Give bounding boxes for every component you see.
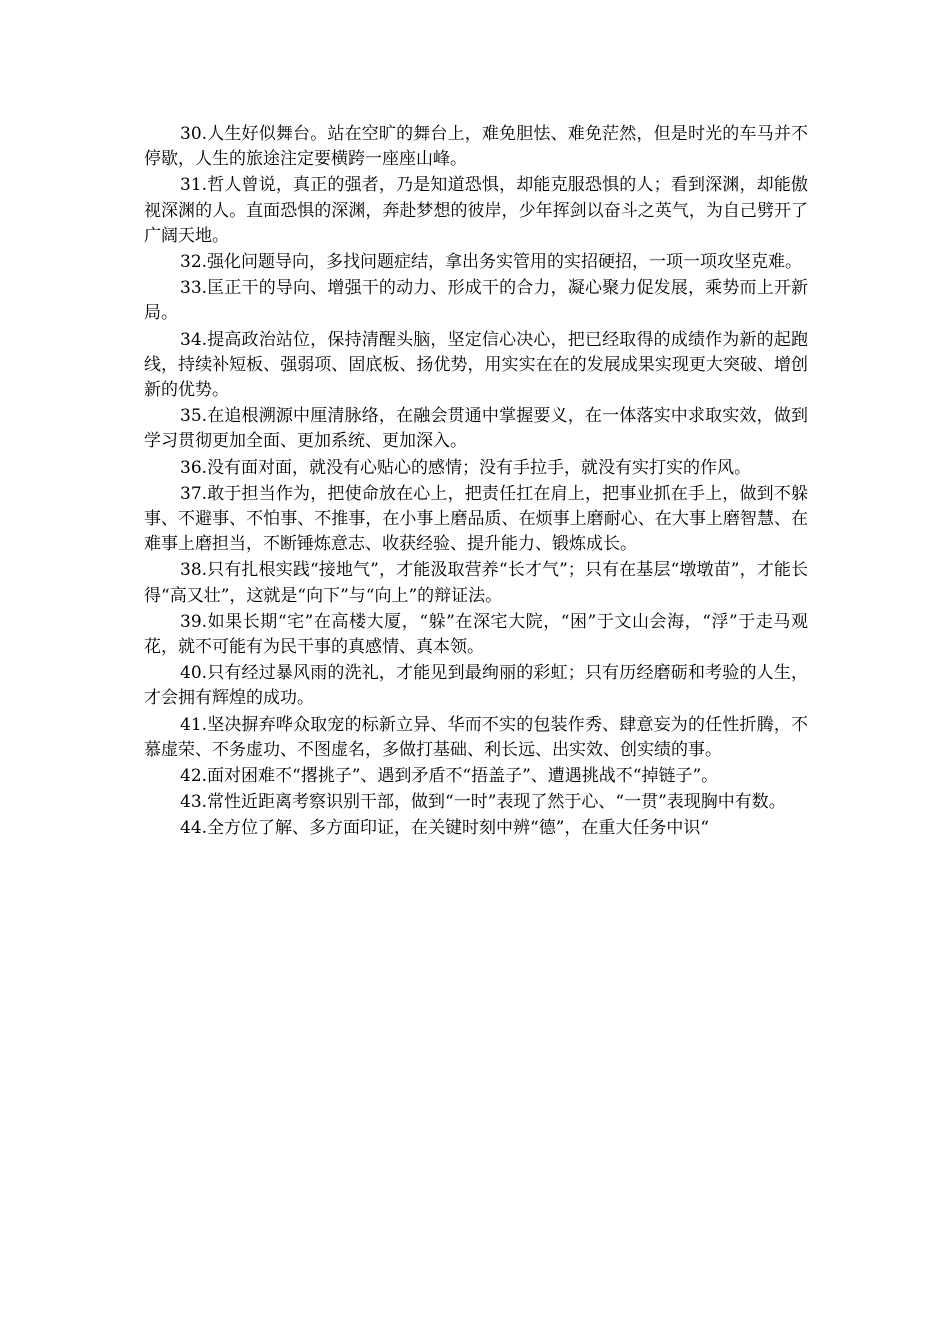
- paragraph-31: 31.哲人曾说，真正的强者，乃是知道恐惧，却能克服恐惧的人；看到深渊，却能傲视深渊的人。直面恐惧的深渊，奔赴梦想的彼岸，少年挥剑以奋斗之英气，为自己劈开了广阔天地。: [144, 175, 808, 246]
- paragraph-38: 38.只有扎根实践“接地气”，才能汲取营养“长才气”；只有在基层“墩墩苗”，才能长得“高又壮”，这就是“向下”与“向上”的辩证法。: [144, 560, 808, 606]
- paragraph-34: 34.提高政治站位，保持清醒头脑，坚定信心决心，把已经取得的成绩作为新的起跑线，持续补短板、强弱项、固底板、扬优势，用实实在在的发展成果实现更大突破、增创新的优势。: [144, 329, 808, 401]
- paragraph-44: 44.全方位了解、多方面印证，在关键时刻中辨“德”，在重大任务中识“: [180, 818, 710, 839]
- paragraph-36: 36.没有面对面，就没有心贴心的感情；没有手拉手，就没有实打实的作风。: [180, 457, 752, 478]
- paragraph-41: 41.坚决摒弃哗众取宠的标新立异、华而不实的包装作秀、肆意妄为的任性折腾，不慕虚荣、不务虚功、不图虚名，多做打基础、利长远、出实效、创实绩的事。: [144, 714, 808, 760]
- paragraph-43: 43.常性近距离考察识别干部，做到“一时”表现了然于心、“一贯”表现胸中有数。: [180, 792, 786, 813]
- paragraph-42: 42.面对困难不“撂挑子”、遇到矛盾不“捂盖子”、遭遇挑战不“掉链子”。: [180, 766, 719, 787]
- document-page: [144, 122, 808, 843]
- paragraph-30: 30.人生好似舞台。站在空旷的舞台上，难免胆怯、难免茫然，但是时光的车马并不停歇，人生的旅途注定要横跨一座座山峰。: [144, 124, 808, 170]
- paragraph-37: 37.敢于担当作为，把使命放在心上，把责任扛在肩上，把事业抓在手上，做到不躲事、不避事、不怕事、不推事，在小事上磨品质、在烦事上磨耐心、在大事上磨智慧、在难事上磨担当，不断锤炼意志、收获经验、提升能力、锻炼成长。: [144, 483, 808, 555]
- paragraph-32: 32.强化问题导向，多找问题症结，拿出务实管用的实招硬招，一项一项攻坚克难。: [180, 252, 803, 273]
- paragraph-40: 40.只有经过暴风雨的洗礼，才能见到最绚丽的彩虹；只有历经磨砺和考验的人生，才会拥有辉煌的成功。: [144, 663, 808, 709]
- paragraph-35: 35.在追根溯源中厘清脉络，在融会贯通中掌握要义，在一体落实中求取实效，做到学习贯彻更加全面、更加系统、更加深入。: [144, 406, 808, 452]
- paragraph-39: 39.如果长期“宅”在高楼大厦，“躲”在深宅大院，“困”于文山会海，“浮”于走马观花，就不可能有为民干事的真感情、真本领。: [144, 611, 808, 658]
- paragraph-33: 33.匡正干的导向、增强干的动力、形成干的合力，凝心聚力促发展，乘势而上开新局。: [144, 278, 808, 324]
